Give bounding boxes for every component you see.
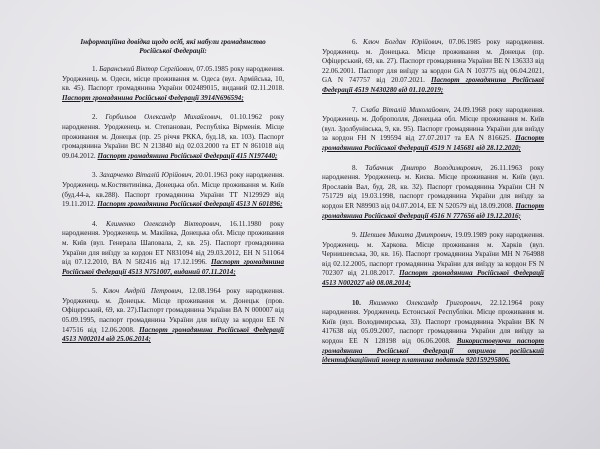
person-entry: [322, 106, 544, 154]
person-details: 07.06.1985 року народження. Уродженець м. Донецька. Місце проживання м. Донецьк (пр. Офіцерський, 69, кв. 27). Паспорт громадянина України ВЕ N 136333 від 22.06.2001. Паспорт для виїзду за кордон GA N 103775 від 06.04.2021, GA N 747757 від 20.07.2021.: [322, 38, 544, 85]
russian-passport-line: Паспорт громадянина Російської Федерації 415 N197440;: [97, 151, 278, 160]
person-name: Якименко Олександр Григорович,: [368, 298, 483, 307]
russian-passport-line: Паспорт громадянина Російської Федерації 3914N696594;: [62, 93, 244, 102]
entry-number: 3.: [92, 171, 98, 180]
entry-number: 5.: [92, 287, 98, 296]
russian-passport-line: Паспорт громадянина Російської Федерації 4513 N 601896;: [97, 200, 283, 209]
person-entry: [322, 164, 544, 222]
russian-passport-line: Паспорт громадянина Російської Федерації 4519 N430280 від 01.10.2019;: [322, 76, 544, 94]
document-title: Інформаційна довідка щодо осіб, які набули громадянство Російської Федерації:: [80, 38, 266, 55]
person-entry: [322, 38, 544, 96]
entry-paragraph: [62, 220, 284, 278]
entry-number: 1.: [92, 65, 98, 73]
entry-paragraph: [322, 38, 544, 96]
right-column: [322, 38, 544, 376]
person-entry: [62, 171, 284, 209]
entry-paragraph: [62, 287, 284, 345]
person-details: 20.01.1963 року народження. Уродженець м.Костянтинівка, Донецька обл. Місце проживання м. Київ (буд.44-а, кв.288). Паспорт громадянина України ТТ N129929 від 19.11.2012.: [62, 171, 284, 209]
person-name: Баранський Віктор Сергійович,: [99, 65, 195, 73]
person-name: Горбильов Олександр Михайлович,: [105, 113, 223, 122]
person-name: Ключ Богдан Юрійович,: [362, 38, 444, 46]
person-name: Ключ Андрій Петрович,: [102, 287, 184, 296]
person-details: 12.08.1964 року народження. Уродженець м. Донецьк. Місце проживання м. Донецьк (пров. Офіцерський, 69, кв. 27).Паспорт громадянина України ВА N 000007 від 05.09.1995, паспорт громадянина України для виїзду за кордон ЕЕ N 147516 від 12.06.2008.: [62, 287, 284, 334]
entry-paragraph: [62, 171, 284, 209]
right-entries: [322, 38, 544, 366]
russian-passport-line: Паспорт громадянина Російської Федерації 4513 N002027 від 08.08.2014;: [322, 269, 544, 288]
person-entry: [62, 220, 284, 278]
entry-paragraph: [322, 299, 544, 366]
person-entry: [62, 287, 284, 345]
entry-paragraph: [322, 106, 544, 154]
russian-passport-line: Паспорт громадянина Російської Федерації 4513 N751007, виданий 07.11.2014;: [62, 258, 285, 276]
left-entries: [62, 65, 284, 345]
person-entry: [62, 65, 284, 103]
person-details: 22.12.1964 року народження. Уродженець Естонської Республіки. Місце проживання м. Київ (вул. Володимирська, 33). Паспорт громадянина України ВК N 417638 від 05.09.2007, паспорт громадянина України для виїзду за кордон ЕЕ N 128198 від 06.06.2008.: [322, 298, 544, 346]
entry-number: 2.: [92, 113, 98, 122]
left-column: [62, 38, 284, 355]
person-name: Клименко Олександр Вікторович,: [105, 219, 222, 228]
entry-paragraph: [322, 164, 544, 222]
person-details: 16.11.1980 року народження. Уродженець м. Макіївка, Донецька обл. Місце проживання м. Київ (вул. Генерала Шаповала, 2, кв. 25). Паспорт громадянина України для виїзду за кордон ЕТ N831094 від 29.03.2012, ЕН N 511064 від 07.12.2010, ВА N 582416 від 17.12.1996.: [62, 219, 284, 267]
russian-passport-line: Паспорт громадянина Російської Федерації 4513 N002014 від 25.06.2014;: [62, 325, 284, 344]
entry-number: 4.: [92, 219, 98, 228]
entry-number: 6.: [352, 38, 358, 46]
person-details: 07.05.1985 року народження. Уродженець м. Одеси, місце проживання м. Одеса (вул. Армійська, 10, кв. 45). Паспорт громадянина України 002489015, виданий 02.11.2018.: [62, 65, 284, 93]
person-name: Слаба Віталій Миколайович,: [360, 105, 451, 114]
entry-number: 10.: [352, 298, 361, 307]
person-entry: [62, 113, 284, 161]
person-name: Табачник Дмитро Володимирович,: [365, 163, 483, 172]
russian-passport-line: Паспорт громадянина Російської Федерації 4516 N 777656 від 19.12.2016;: [322, 201, 544, 220]
person-entry: [322, 299, 544, 366]
person-name: Захарченко Віталій Юрійович,: [99, 171, 194, 180]
entry-number: 7.: [352, 105, 358, 114]
entry-paragraph: [62, 65, 284, 103]
person-details: 24.09.1968 року народження. Уродженець м. Доброполля, Донецька обл. Місце проживання м. Київ (вул. Здолбунівська, 9, кв. 95). Паспорт громадянина України для виїзду за кордон FH N 199594 від 27.07.2017 та ЕА N 816625.: [322, 105, 544, 143]
entry-paragraph: [62, 113, 284, 161]
person-details: 26.11.1963 року народження. Уродженець м. Києва. Місце проживання м. Київ (вул. Ярославів Вал, буд. 28, кв. 32). Паспорт громадянина України СН N 751729 від 19.03.1998, паспорт громадянина України для виїзду за кордон ЕR N89903 від 04.07.2014, ЕЕ N 520579 від 18.09.2008.: [322, 163, 544, 210]
entry-paragraph: [322, 231, 544, 289]
person-details: 19.09.1989 року народження. Уродженець м. Харкова. Місце проживання м. Харків (вул. Чернишевська, 30, кв. 16). Паспорт громадянина України МН N 764988 від 02.12.2005, паспорт громадянина України для виїзду за кордон FS N 702307 від 21.08.2017.: [322, 231, 544, 278]
person-entry: [322, 231, 544, 289]
person-name: Шепшев Микита Дмитрович,: [359, 231, 453, 240]
entry-number: 9.: [352, 231, 358, 240]
person-details: 01.10.1962 року народження. Уродженець м. Степанован, Республіка Вірменія. Місце проживання м. Донецьк (пр. 25 річчя РККА, буд.18, кв. 103). Паспорт громадянина України ВС N 213840 від 02.03.2000 та ЕТ N 861018 від 09.04.2012.: [62, 113, 284, 160]
russian-passport-line: Використовуючи паспорт громадянина Російської Федерації отримав російський ідентифікаційний номер платника податків 920159295806.: [322, 337, 545, 365]
russian-passport-line: Паспорт громадянина Російської Федерації 4519 N 145681 від 28.12.2020;: [322, 134, 544, 152]
entry-number: 8.: [352, 163, 358, 172]
